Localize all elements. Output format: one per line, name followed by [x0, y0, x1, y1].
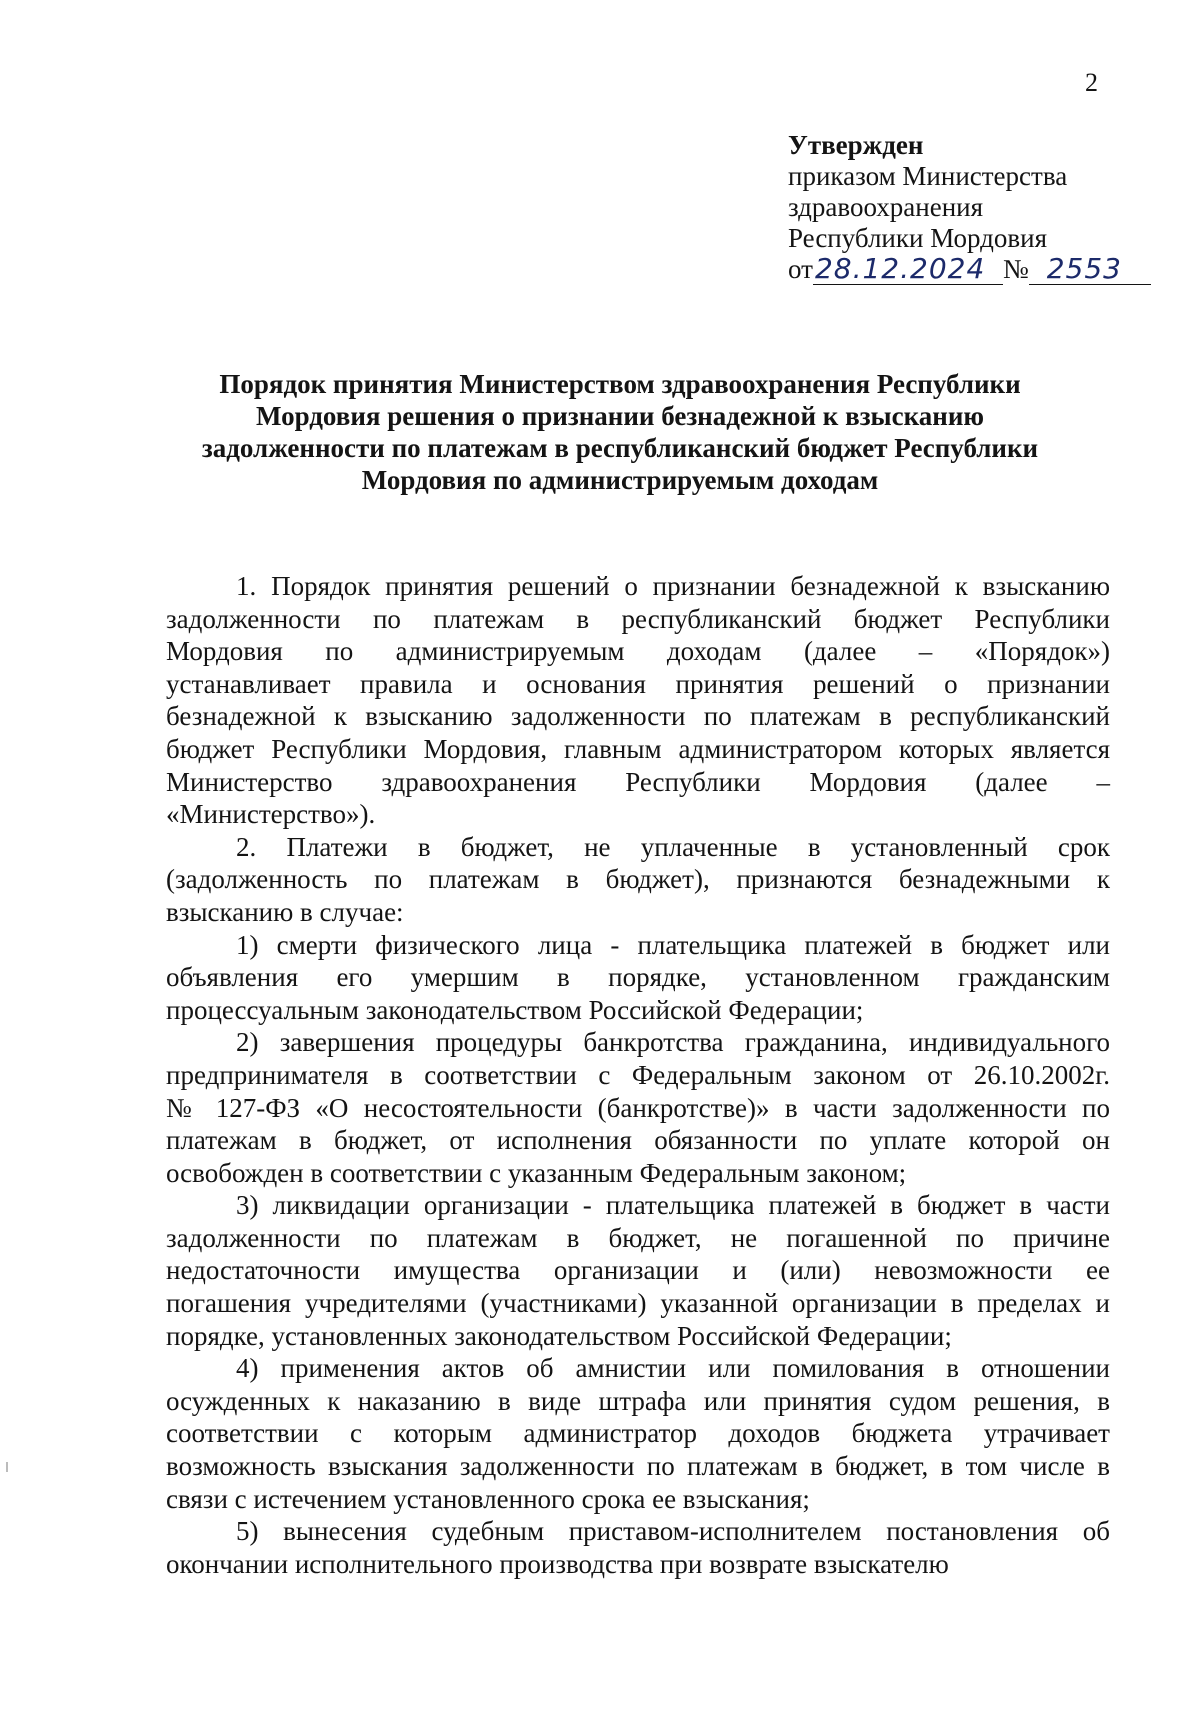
approval-line: приказом Министерства — [788, 161, 1068, 191]
title-line: Мордовия по администрируемым доходам — [361, 465, 879, 495]
text-line: соответствии с которым администратор доходов бюджета утрачивает — [166, 1418, 1110, 1449]
text-line: (задолженность по платежам в бюджет), признаются безнадежными к — [166, 864, 1110, 895]
text-line: «Министерство»). — [166, 799, 376, 830]
paragraph-p6 — [166, 1352, 1110, 1515]
text-line: порядке, установленных законодательством Российской Федерации; — [166, 1320, 952, 1351]
text-line: взысканию в случае: — [166, 896, 404, 927]
title-line: Мордовия решения о признании безнадежной к взысканию — [255, 401, 985, 431]
approval-heading: Утвержден — [788, 130, 924, 160]
text-line: недостаточности имущества организации и (или) невозможности ее — [166, 1255, 1110, 1286]
text-line: 2. Платежи в бюджет, не уплаченные в установленный срок — [236, 831, 1110, 862]
text-line: Мордовия по администрируемым доходам (далее – «Порядок») — [166, 636, 1110, 667]
text-line: погашения учредителями (участниками) указанной организации в пределах и — [166, 1288, 1110, 1319]
approval-date-number-line — [788, 254, 1158, 288]
text-line: осужденных к наказанию в виде штрафа или принятия судом решения, в — [166, 1385, 1110, 1416]
number-sign: № — [1002, 254, 1029, 284]
title-line: задолженности по платежам в республиканский бюджет Республики — [201, 433, 1039, 463]
page-number: 2 — [1085, 68, 1098, 97]
paragraph-p5 — [166, 1189, 1110, 1352]
text-line: 3) ликвидации организации - плательщика платежей в бюджет в части — [236, 1190, 1110, 1221]
text-line: безнадежной к взысканию задолженности по платежам в республиканский — [166, 701, 1110, 732]
paragraph-p1 — [166, 570, 1110, 831]
approval-line: Республики Мордовия — [788, 223, 1048, 253]
paragraph-p7 — [166, 1515, 1110, 1580]
text-line: бюджет Республики Мордовия, главным администратором которых является — [166, 733, 1110, 764]
scan-margin-mark — [6, 1462, 8, 1472]
document-title — [160, 368, 1080, 496]
approval-line: здравоохранения — [788, 192, 984, 222]
approval-block — [788, 130, 1158, 288]
text-line: 1) смерти физического лица - плательщика платежей в бюджет или — [236, 929, 1110, 960]
text-line: процессуальным законодательством Российской Федерации; — [166, 994, 864, 1025]
paragraph-p4 — [166, 1026, 1110, 1189]
text-line: задолженности по платежам в бюджет, не погашенной по причине — [166, 1222, 1110, 1253]
text-line: окончании исполнительного производства при возврате взыскателю — [166, 1548, 949, 1579]
text-line: 1. Порядок принятия решений о признании безнадежной к взысканию — [236, 571, 1110, 601]
text-line: освобожден в соответствии с указанным Федеральным законом; — [166, 1157, 907, 1188]
text-line: 2) завершения процедуры банкротства гражданина, индивидуального — [236, 1027, 1110, 1058]
text-line: связи с истечением установленного срока ее взыскания; — [166, 1483, 810, 1514]
title-line: Порядок принятия Министерством здравоохранения Республики — [219, 369, 1021, 399]
text-line: объявления его умершим в порядке, установленном гражданским — [166, 962, 1110, 993]
date-prefix: от — [788, 254, 813, 284]
handwritten-number: 2553 — [1029, 254, 1151, 285]
text-line: Министерство здравоохранения Республики Мордовия (далее – — [166, 766, 1110, 797]
handwritten-date: 28.12.2024 — [813, 254, 1003, 285]
text-line: возможность взыскания задолженности по платежам в бюджет, в том числе в — [166, 1451, 1110, 1482]
paragraph-p3 — [166, 929, 1110, 1027]
text-line: устанавливает правила и основания принятия решений о признании — [166, 668, 1110, 699]
paragraph-p2 — [166, 831, 1110, 929]
text-line: № 127-ФЗ «О несостоятельности (банкротстве)» в части задолженности по — [166, 1092, 1110, 1123]
text-line: платежам в бюджет, от исполнения обязанности по уплате которой он — [166, 1125, 1110, 1156]
text-line: 4) применения актов об амнистии или помилования в отношении — [236, 1353, 1110, 1384]
text-line: 5) вынесения судебным приставом-исполнителем постановления об — [236, 1516, 1110, 1547]
text-line: предпринимателя в соответствии с Федеральным законом от 26.10.2002г. — [166, 1059, 1110, 1090]
document-body — [166, 570, 1110, 1580]
text-line: задолженности по платежам в республиканский бюджет Республики — [166, 603, 1110, 634]
